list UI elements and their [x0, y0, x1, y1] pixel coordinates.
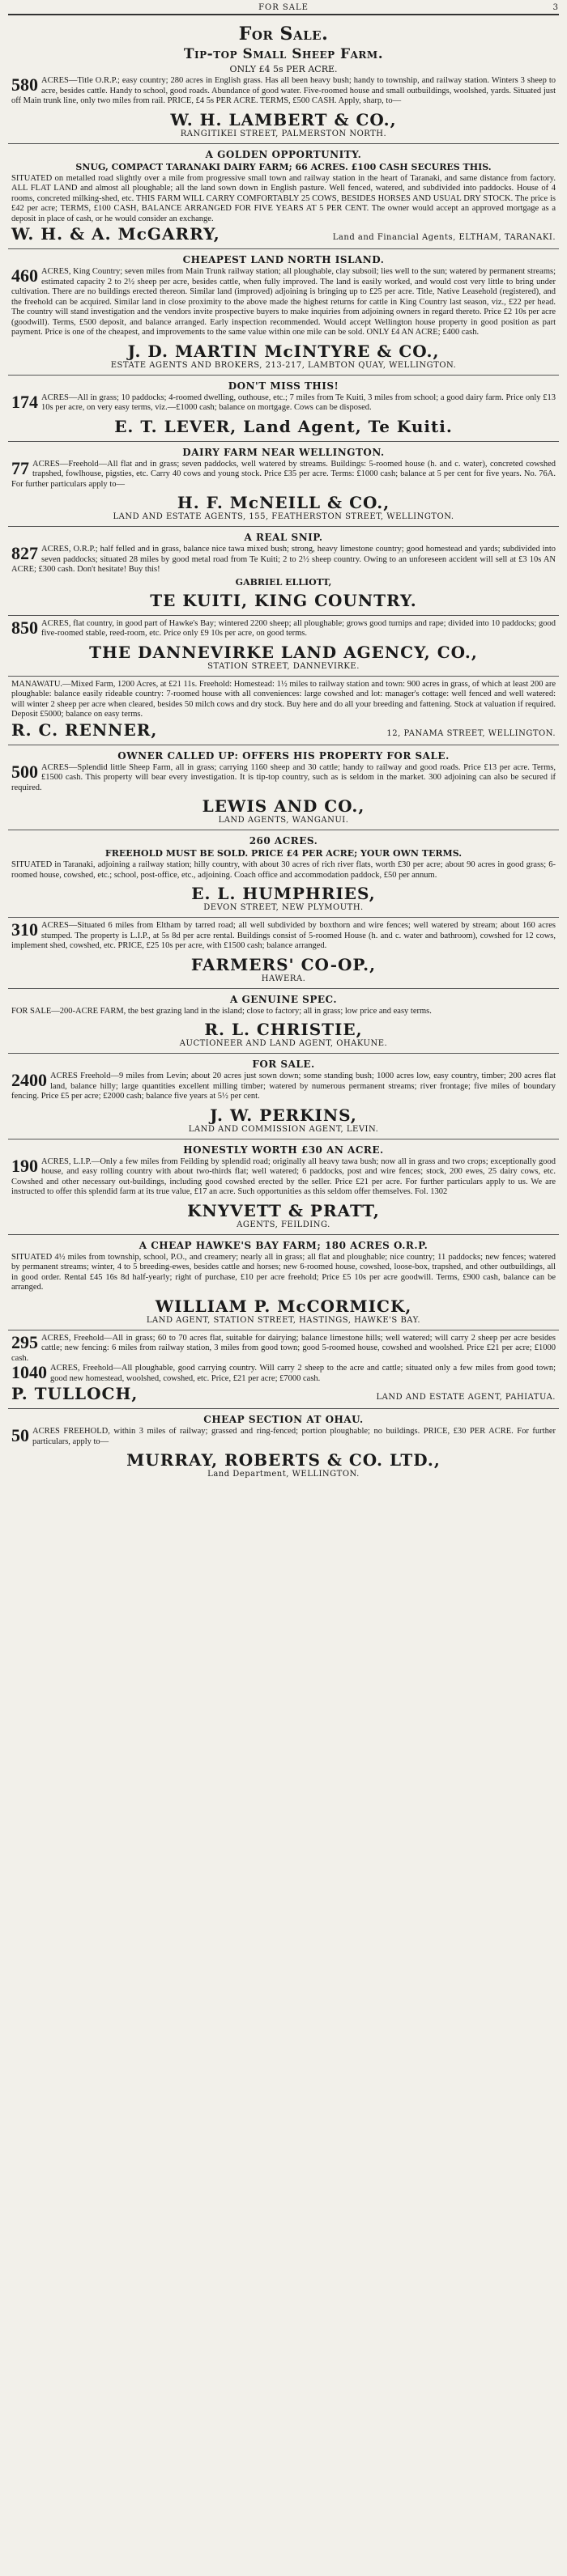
ad-mccormick	[8, 1235, 559, 1330]
ad-mcneill	[8, 442, 559, 528]
ad-heading: A GENUINE SPEC.	[229, 993, 338, 1005]
ad-text: ACRES—Freehold—All flat and in grass; seven paddocks, well watered by streams. Buildings: 5-roomed house (h. and c. water), concreted cowshed trapshed, fowlhouse, pigsties, etc. Carry 40 cows and young stock. Price £35 per acre. Terms: £1000 cash; balance at 5 per cent for five years. No. 76A. For further particulars apply to—	[11, 459, 556, 489]
ad-subline: ONLY £4 5s PER ACRE.	[229, 64, 338, 74]
acre-figure: 2400	[11, 1070, 47, 1090]
agent-name: FARMERS' CO-OP.,	[190, 954, 377, 974]
ad-subline: SNUG, COMPACT TARANAKI DAIRY FARM; 66 ACRES. £100 CASH SECURES THIS.	[75, 161, 492, 172]
ad-mcintyre	[8, 249, 559, 376]
ad-body-a	[11, 1331, 556, 1364]
ad-elliott	[8, 527, 559, 616]
ad-lewis	[8, 745, 559, 831]
agent-address: AUCTIONEER AND LAND AGENT, OHAKUNE.	[179, 1039, 388, 1048]
agent-name: THE DANNEVIRKE LAND AGENCY, CO.,	[89, 642, 478, 662]
ad-body	[11, 763, 556, 794]
ad-text: FOR SALE—200-ACRE FARM, the best grazing land in the island; close to factory; all in grass; low price and easy terms.	[11, 1006, 432, 1016]
agent-name: R. L. CHRISTIE,	[204, 1020, 363, 1039]
page-mark: 3	[552, 3, 559, 12]
ad-body	[11, 921, 556, 952]
ad-body-b	[11, 1364, 556, 1384]
ad-subheading: Tip-top Small Sheep Farm.	[183, 46, 384, 62]
ad-tulloch	[8, 1330, 559, 1410]
ad-heading: 260 ACRES.	[249, 835, 318, 847]
ad-body	[11, 1157, 556, 1198]
agent-name: LEWIS AND CO.,	[202, 796, 365, 816]
ad-body	[11, 393, 556, 414]
agent-name: KNYVETT & PRATT,	[187, 1200, 380, 1220]
agent-address: LAND AND ESTATE AGENT, PAHIATUA.	[376, 1393, 556, 1402]
ad-subline: FREEHOLD MUST BE SOLD. PRICE £4 PER ACRE; YOUR OWN TERMS.	[104, 848, 463, 859]
ad-text: SITUATED on metalled road slightly over a mile from progressive small town and railway station in the heart of Taranaki, and same distance from factory. ALL FLAT LAND and almost all ploughable; all the land sown down in English pasture. Well fenced, watered, and subdivided into paddocks. House of 4 rooms, concreted milking-shed, etc. THIS FARM WILL CARRY COMFORTABLY 25 COWS, BESIDES HORSES AND USUAL DRY STOCK. The price is £42 per acre; TERMS, £100 CASH, BALANCE ARRANGED FOR FIVE YEARS AT 5 PER CENT. The owner would accept an approved mortgage as a deposit in place of cash, or he would consider an exchange.	[11, 173, 556, 223]
acre-figure: 500	[11, 761, 38, 782]
ad-body	[11, 76, 556, 107]
agent-address: Land Department, WELLINGTON.	[207, 1470, 360, 1479]
acre-figure: 190	[11, 1155, 38, 1176]
acre-figure: 50	[11, 1425, 29, 1445]
agent-row	[11, 720, 556, 740]
agent-name: GABRIEL ELLIOTT,	[235, 576, 332, 588]
agent-address: HAWERA.	[261, 974, 306, 983]
ad-text: ACRES—Situated 6 miles from Eltham by tarred road; all well subdivided by boxthorn and wire fences; well watered by stream; about 160 acres stumped. The property is L.I.P., at 5s 8d per acre rental. Buildings consist of 5-roomed House (h. and c. water and bathroom), cowshed for 12 cows, implement shed, cowshed, etc. PRICE, £25 10s per acre, with £1500 cash; balance arranged.	[11, 921, 556, 950]
ad-heading: A GOLDEN OPPORTUNITY.	[205, 148, 362, 160]
ad-heading: A CHEAP HAWKE'S BAY FARM; 180 ACRES O.R.P.	[139, 1239, 428, 1251]
agent-address: LAND AND COMMISSION AGENT, LEVIN.	[188, 1124, 379, 1134]
ad-text: ACRES, O.R.P.; half felled and in grass, balance nice tawa mixed bush; strong, heavy limestone country; good homestead and yards; subdivided into seven paddocks; situated 28 miles by good metal road from Te Kuiti; 2 to 2½ sheep country. Owing to an unforeseen accident will sell at £3 10s AN ACRE; £300 cash. Don't hesitate! Buy this!	[11, 545, 556, 574]
ad-heading: For Sale.	[238, 23, 329, 45]
ad-text: ACRES, King Country; seven miles from Main Trunk railway station; all ploughable, clay subsoil; lies well to the sun; watered by permanent streams; estimated capacity 2 to 2½ sheep per acre, besides cattle, when fully improved. The land is easily worked, and would cost very little to bring under cultivation. There are no buildings erected thereon. Similar land (improved) adjoining is bringing up to £25 per acre. Title, Native Leasehold (registered), and the freehold can be acquired. Similar land in close proximity to the above made the highest returns for cattle in King Country last season, viz., £22 per head. The country will stand investigation and the vendors invite prospective buyers to make inquiries from adjoining owners in regard thereto. Price £2 10s per acre (goodwill). Terms, £500 deposit, and balance arranged. Early inspection recommended. Would accept Wellington house property in good position as part payment. Price is one of the cheapest, and improvements to the same value within one mile can be sold. ONLY £4 AN ACRE; £400 cash.	[11, 267, 556, 337]
ad-knyvett	[8, 1139, 559, 1235]
agent-name: J. D. MARTIN McINTYRE & CO.,	[127, 341, 440, 361]
acre-figure: 580	[11, 74, 38, 95]
ad-mcgarry	[8, 144, 559, 250]
acre-figure: 460	[11, 265, 38, 286]
ad-text: ACRES Freehold—9 miles from Levin; about 20 acres just sown down; some standing bush; 1000 acres low, easy country, timber; 200 acres flat land, balance hilly; large quantities excellent milling timber; watered by numerous permanent streams; river frontage; five miles of boundary fencing. Price £5 per acre; £2000 cash; balance five years at 5½ per cent.	[11, 1072, 556, 1101]
agent-name: R. C. RENNER,	[11, 719, 158, 740]
acre-figure: 77	[11, 457, 29, 478]
agent-address: LAND AGENTS, WANGANUI.	[218, 816, 349, 825]
ad-body	[11, 545, 556, 575]
ad-murray-roberts	[8, 1409, 559, 1483]
ad-body	[11, 619, 556, 639]
ad-heading: HONESTLY WORTH £30 AN ACRE.	[183, 1144, 384, 1156]
ad-text: SITUATED 4½ miles from township, school, P.O., and creamery; nearly all in grass; all flat and ploughable; nice country; 11 paddocks; new fences; watered by permanent streams; winter, 4 to 5 breeding-ewes, besides cattle and horses; new 6-roomed house, cowshed, loose-box, trapshed, and other outbuildings, all in good order. Rental £45 16s 8d half-yearly; right of purchase, £10 per acre freehold; Price £5 10s per acre goodwill. Terms, £900 cash, balance can be arranged.	[11, 1252, 556, 1292]
newspaper-column	[8, 0, 559, 1483]
agent-name: P. TULLOCH,	[11, 1384, 139, 1403]
ad-text: ACRES, Freehold—All ploughable, good carrying country. Will carry 2 sheep to the acre and cattle; situated only a few miles from good town; good new homestead, woolshed, cowshed, etc. Price, £21 per acre; £7000 cash.	[50, 1364, 556, 1383]
ad-perkins	[8, 1054, 559, 1139]
acre-figure: 827	[11, 543, 38, 563]
ad-humphries	[8, 830, 559, 918]
agent-location: TE KUITI, KING COUNTRY.	[150, 590, 417, 610]
ad-text: MANAWATU.—Mixed Farm, 1200 Acres, at £21 11s. Freehold: Homestead: 1½ miles to railway station and town: 900 acres in grass, of which at least 200 are ploughable: balance easily rideable country: 7-roomed house with all conveniences: large cowshed and lot: manager's cottage: well fenced and well watered: will winter 2 sheep per acre when cleared, besides 50 milch cows and dry stock. Buy here and do all your breeding and fattening. Stock at valuation if required. Deposit £5000; balance on easy terms.	[11, 679, 556, 719]
ad-heading: A REAL SNIP.	[244, 532, 323, 543]
agent-row	[11, 1384, 556, 1403]
agent-address: AGENTS, FEILDING.	[237, 1220, 330, 1229]
ad-christie	[8, 989, 559, 1055]
ad-body	[11, 1072, 556, 1102]
ad-heading: CHEAP SECTION AT OHAU.	[203, 1414, 364, 1425]
ad-renner	[8, 677, 559, 745]
acre-figure: 295	[11, 1331, 38, 1352]
agent-address: ESTATE AGENTS AND BROKERS, 213-217, LAMBTON QUAY, WELLINGTON.	[110, 360, 457, 370]
ad-body	[11, 457, 556, 490]
agent-address: RANGITIKEI STREET, PALMERSTON NORTH.	[180, 129, 387, 138]
ad-lambert	[8, 19, 559, 144]
agent-name: MURRAY, ROBERTS & CO. LTD.,	[126, 1450, 441, 1470]
ad-heading: FOR SALE.	[252, 1059, 315, 1070]
ad-body	[11, 1427, 556, 1447]
ad-heading: CHEAPEST LAND NORTH ISLAND.	[182, 254, 385, 265]
ad-text: SITUATED in Taranaki, adjoining a railway station; hilly country, with about 30 acres of rich river flats, worth £30 per acre; about 90 acres in good grass; 6-roomed house, cowshed, etc.; school, post-office, etc., adjoining. Coach office and accommodation paddock, £50 per annum.	[11, 860, 556, 880]
agent-address: 12, PANAMA STREET, WELLINGTON.	[386, 728, 556, 738]
ad-text: ACRES, flat country, in good part of Hawke's Bay; wintered 2200 sheep; all ploughable; grows good turnips and rape; divided into 10 paddocks; good five-roomed stable, reed-room, etc. Price only £9 10s per acre, on good terms.	[41, 618, 556, 638]
ad-farmers	[8, 918, 559, 989]
column-header	[8, 3, 559, 15]
acre-figure: 310	[11, 919, 38, 940]
ad-text: ACRES, L.I.P.—Only a few miles from Feilding by splendid road; originally all heavy tawa bush; now all in grass and two crops; exceptionally good house, and easy rolling country with about two-thirds flat; well watered; 6 paddocks, post and wire fences; stock, 200 ewes, 25 dairy cows, etc. Cowshed and other necessary out-buildings, including good cowshed erected by the seller. Price £21 per acre. For further particulars apply to us. We are instructed to offer this splendid farm at its true value, £17 an acre. Such opportunities as this seldom offer themselves. Fol. 1302	[11, 1156, 556, 1196]
agent-name: W. H. LAMBERT & CO.,	[170, 109, 397, 129]
agent-address: DEVON STREET, NEW PLYMOUTH.	[203, 903, 364, 912]
agent-name: WILLIAM P. McCORMICK,	[155, 1296, 412, 1316]
ad-text: ACRES—All in grass; 10 paddocks; 4-roomed dwelling, outhouse, etc.; 7 miles from Te Kuiti, 3 miles from school; a good dairy farm. Price only £13 10s per acre, on very easy terms, viz.—£1000 cash; balance on mortgage. Cows can be disposed.	[41, 393, 556, 412]
agent-name: H. F. McNEILL & CO.,	[177, 493, 390, 512]
ad-text: ACRES—Title O.R.P.; easy country; 280 acres in English grass. Has all been heavy bush; handy to township, and railway station. Winters 3 sheep to acre, besides cattle. Handy to school, good roads. Abundance of good water. Five-roomed house and small outbuildings, woolshed, yards. Situated just off Main trunk line, only two miles from rail. PRICE, £4 5s PER ACRE. TERMS, £500 CASH. Apply, sharp, to—	[11, 76, 556, 105]
ad-body	[11, 267, 556, 338]
agent-address: Land and Financial Agents, ELTHAM, TARANAKI.	[332, 233, 556, 242]
ad-heading: DON'T MISS THIS!	[228, 380, 339, 392]
acre-figure: 1040	[11, 1362, 47, 1382]
ad-text: ACRES—Splendid little Sheep Farm, all in grass; carrying 1160 sheep and 30 cattle; handy to railway and good roads. Price £13 per acre. Terms, £1500 cash. This property will bear every investigation. It is tip-top country, such as is seldom in the market. 300 adjoining can also be secured if required.	[11, 762, 556, 792]
acre-figure: 174	[11, 391, 38, 412]
column-header-label: FOR SALE	[258, 3, 309, 12]
agent-address: STATION STREET, DANNEVIRKE.	[207, 661, 360, 671]
agent-address: LAND AGENT, STATION STREET, HASTINGS, HAWKE'S BAY.	[146, 1315, 421, 1325]
ad-heading: OWNER CALLED UP: OFFERS HIS PROPERTY FOR SALE.	[117, 749, 450, 762]
ad-dannevirke	[8, 616, 559, 677]
agent-row	[11, 224, 556, 244]
acre-figure: 850	[11, 617, 38, 638]
agent-name: W. H. & A. McGARRY,	[11, 224, 220, 244]
ad-text: ACRES, Freehold—All in grass; 60 to 70 acres flat, suitable for dairying; balance limestone hills; well watered; will carry 2 sheep per acre besides cattle; new fencing: 6 miles from railway station, 3 miles from good town; good 5-roomed house, cowshed and woolshed. Price £21 per acre; £1000 cash.	[11, 1333, 556, 1363]
agent-name: J. W. PERKINS,	[210, 1105, 357, 1125]
agent-address: LAND AND ESTATE AGENTS, 155, FEATHERSTON STREET, WELLINGTON.	[113, 512, 454, 521]
ad-text: ACRES FREEHOLD, within 3 miles of railway; grassed and ring-fenced; portion ploughable; no buildings. PRICE, £30 PER ACRE. For further particulars, apply to—	[32, 1427, 556, 1446]
agent-name: E. L. HUMPHRIES,	[191, 884, 376, 903]
agent-name: E. T. LEVER, Land Agent, Te Kuiti.	[114, 416, 453, 436]
ad-heading: DAIRY FARM NEAR WELLINGTON.	[182, 446, 385, 458]
ad-lever	[8, 376, 559, 442]
